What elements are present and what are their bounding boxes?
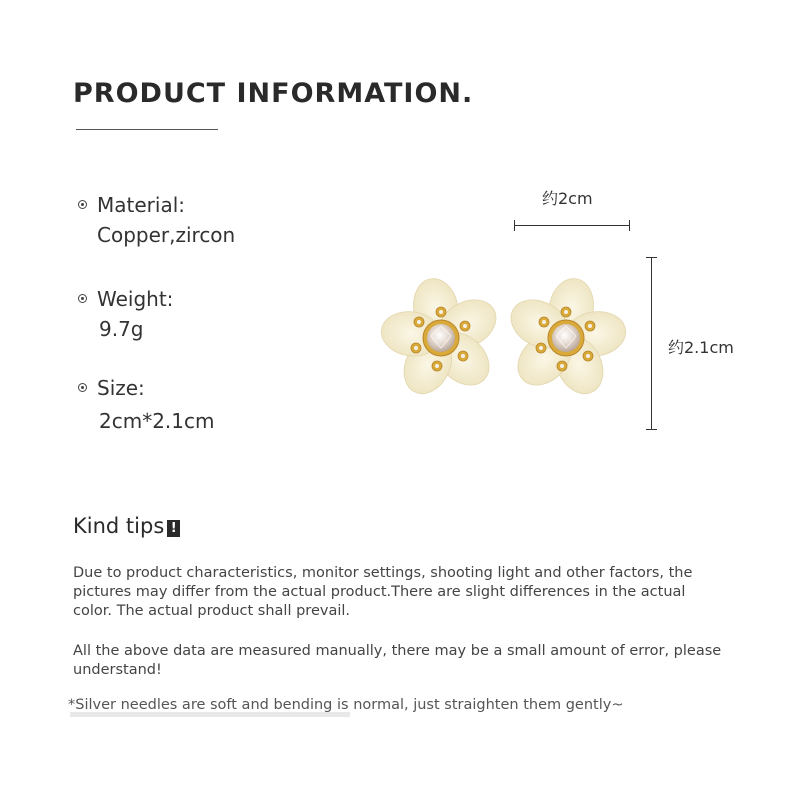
width-dimension-tick [629, 220, 630, 231]
material-value: Copper,zircon [97, 223, 236, 247]
kind-tips-heading [73, 514, 180, 538]
title-divider [76, 129, 218, 130]
height-dimension-tick [646, 429, 657, 430]
height-dimension-tick [646, 257, 657, 258]
silver-needle-note: *Silver needles are soft and bending is normal, just straighten them gently~ [68, 697, 624, 713]
tips-paragraph-1: Due to product characteristics, monitor settings, shooting light and other factors, the pictures may differ from the actual product.There are slight differences in the actual color. The actual product shall prevail. [73, 565, 693, 619]
material-label: Material: [97, 193, 185, 217]
width-dimension-tick [514, 220, 515, 231]
kind-tips-title: Kind tips [73, 514, 165, 538]
size-value: 2cm*2.1cm [99, 409, 215, 433]
right-earring [503, 276, 629, 400]
tips-paragraph-2: All the above data are measured manually, there may be a small amount of error, please understand! [73, 643, 722, 678]
left-earring [379, 276, 505, 400]
earrings-image [376, 276, 636, 400]
page-title: PRODUCT INFORMATION. [73, 78, 474, 109]
weight-value: 9.7g [99, 317, 144, 341]
height-dimension-label: 约2.1cm [668, 338, 734, 357]
height-dimension-line [651, 257, 652, 430]
width-dimension-line [514, 225, 630, 226]
bullet-icon [78, 383, 87, 392]
bullet-icon [78, 200, 87, 209]
weight-label: Weight: [97, 287, 174, 311]
size-label: Size: [97, 376, 145, 400]
exclamation-icon: ! [167, 520, 180, 537]
width-dimension-label: 约2cm [542, 189, 593, 208]
bullet-icon [78, 294, 87, 303]
